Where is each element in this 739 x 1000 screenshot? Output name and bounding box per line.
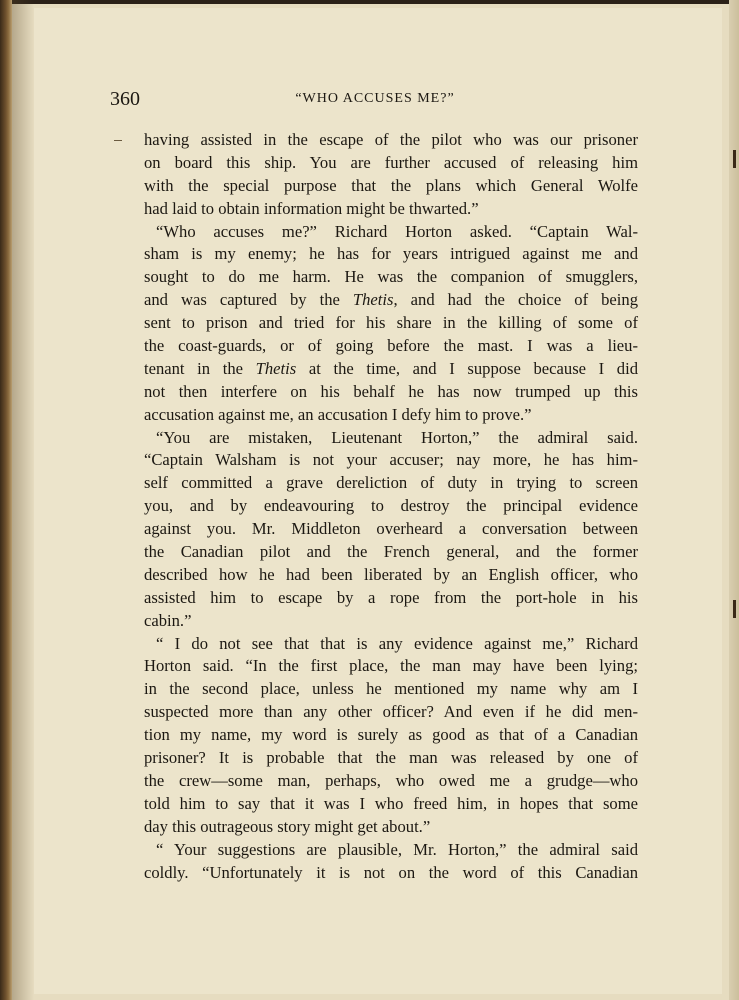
text-line: assisted him to escape by a rope from the port-hole in his bbox=[144, 587, 638, 607]
text-line: sent to prison and tried for his share in the killing of some of bbox=[144, 313, 638, 333]
margin-mark bbox=[114, 140, 122, 141]
text-line: in the second place, unless he mentioned my name why am I bbox=[144, 679, 638, 699]
text-line: “You are mistaken, Lieutenant Horton,” the admiral said. bbox=[156, 427, 638, 447]
text-line: the coast-guards, or of going before the mast. I was a lieu- bbox=[144, 336, 638, 356]
text-line: sought to do me harm. He was the companion of smugglers, bbox=[144, 267, 638, 287]
page-right-edge bbox=[729, 0, 739, 1000]
text-line: “ I do not see that that is any evidence against me,” Richard bbox=[156, 633, 638, 653]
text-line: the Canadian pilot and the French general, and the former bbox=[144, 542, 638, 562]
text-line: the crew—some man, perhaps, who owed me a grudge—who bbox=[144, 770, 638, 790]
text-line: “Captain Walsham is not your accuser; nay more, he has him- bbox=[144, 450, 638, 470]
text-line: tenant in the Thetis at the time, and I suppose because I did bbox=[144, 358, 639, 378]
text-line: tion my name, my word is surely as good as that of a Canadian bbox=[144, 725, 638, 745]
text-line: against you. Mr. Middleton overheard a conversation between bbox=[144, 519, 638, 539]
text-line: Horton said. “In the first place, the man may have been lying; bbox=[144, 656, 638, 676]
text-line: not then interfere on his behalf he has now trumped up this bbox=[144, 381, 638, 401]
body-text bbox=[144, 129, 638, 884]
spine-shadow bbox=[12, 0, 34, 1000]
text-line: suspected more than any other officer? And even if he did men- bbox=[144, 702, 638, 722]
text-line: sham is my enemy; he has for years intrigued against me and bbox=[144, 244, 638, 264]
text-line: “Who accuses me?” Richard Horton asked. “Captain Wal- bbox=[156, 221, 638, 241]
text-line: self committed a grave dereliction of duty in trying to screen bbox=[144, 473, 638, 493]
text-line: had laid to obtain information might be thwarted.” bbox=[144, 198, 479, 218]
text-line: and was captured by the Thetis, and had the choice of being bbox=[144, 290, 638, 310]
book-binding bbox=[0, 0, 12, 1000]
text-line: day this outrageous story might get about.” bbox=[144, 816, 431, 836]
text-line: coldly. “Unfortunately it is not on the word of this Canadian bbox=[144, 862, 638, 882]
text-line: on board this ship. You are further accused of releasing him bbox=[144, 152, 638, 172]
text-line: “ Your suggestions are plausible, Mr. Horton,” the admiral said bbox=[156, 839, 638, 859]
text-line: with the special purpose that the plans which General Wolfe bbox=[144, 175, 638, 195]
text-line: described how he had been liberated by an English officer, who bbox=[144, 564, 638, 584]
text-line: cabin.” bbox=[144, 610, 192, 630]
text-line: having assisted in the escape of the pilot who was our prisoner bbox=[144, 130, 638, 149]
edge-mark bbox=[733, 600, 736, 618]
edge-mark bbox=[733, 150, 736, 168]
text-line: accusation against me, an accusation I defy him to prove.” bbox=[144, 404, 532, 424]
text-line: prisoner? It is probable that the man was released by one of bbox=[144, 748, 638, 768]
book-top-edge bbox=[0, 0, 739, 4]
page-header bbox=[110, 88, 640, 118]
running-head: “WHO ACCUSES ME?” bbox=[295, 91, 455, 106]
page-number: 360 bbox=[110, 88, 140, 110]
text-line: you, and by endeavouring to destroy the principal evidence bbox=[144, 496, 638, 516]
text-line: told him to say that it was I who freed him, in hopes that some bbox=[144, 793, 638, 813]
